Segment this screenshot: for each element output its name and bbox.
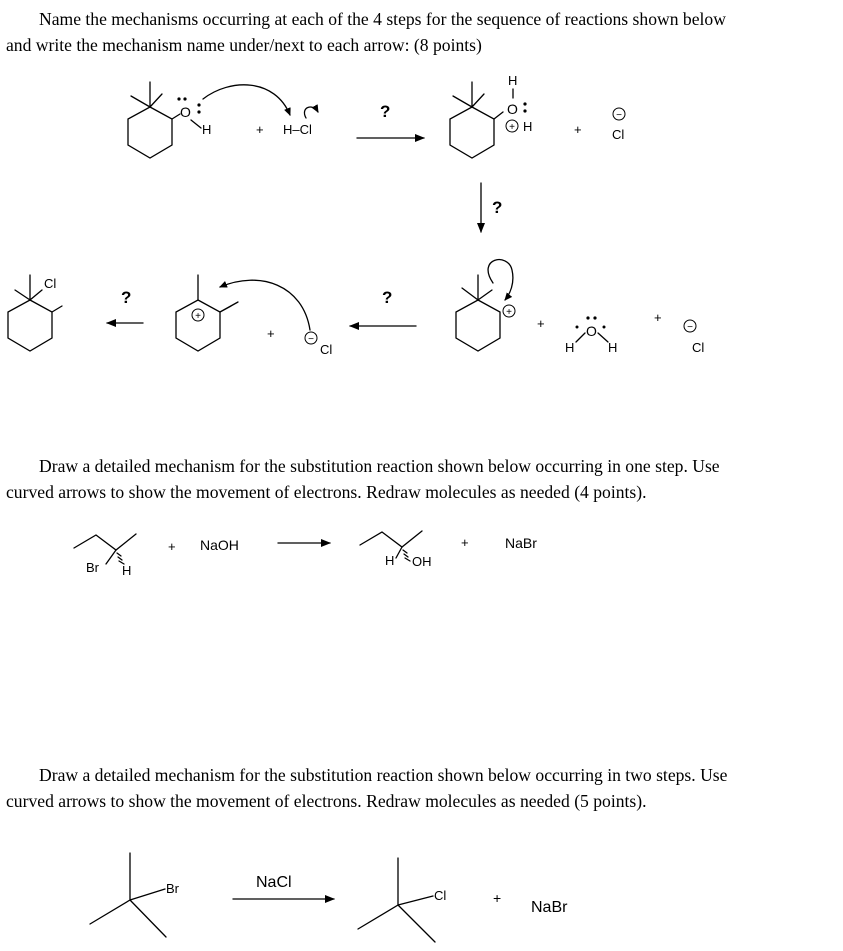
nabr-byproduct: NaBr <box>531 899 568 916</box>
oxonium-hydrogen-top: H <box>508 73 518 88</box>
carbocation-positive-charge: + <box>195 311 201 322</box>
tert-butyl-chloride <box>358 858 446 942</box>
plus-sign: + <box>493 890 502 906</box>
hydroxyl-label: OH <box>412 554 432 569</box>
plus-sign: + <box>574 122 582 137</box>
plus-sign: + <box>168 539 176 554</box>
nacl-reagent: NaCl <box>256 874 292 891</box>
water-hydrogen-left: H <box>565 340 575 355</box>
step-1-unknown: ? <box>380 102 391 121</box>
step-3-unknown: ? <box>382 288 393 307</box>
oxonium-molecule <box>450 73 532 158</box>
question-3-line-1: Draw a detailed mechanism for the substitution reaction shown below occurring in two steps. Use <box>39 765 728 785</box>
chloride-negative-charge: − <box>687 322 693 333</box>
plus-sign: + <box>461 535 469 550</box>
chloride-negative-charge: − <box>616 110 622 121</box>
rearranged-carbocation <box>176 275 238 351</box>
secondary-carbocation <box>456 275 515 351</box>
chloride-ion: Cl <box>320 342 333 357</box>
bromine-label: Br <box>166 881 179 896</box>
question-1-line-1: Name the mechanisms occurring at each of the 4 steps for the sequence of reactions shown below <box>39 9 726 29</box>
step-2-unknown: ? <box>492 198 503 217</box>
curved-arrow-methyl-shift <box>488 260 513 300</box>
plus-sign: + <box>537 316 545 331</box>
chloride-ion: Cl <box>612 127 625 142</box>
oxonium-hydrogen: H <box>523 119 533 134</box>
nabr-byproduct: NaBr <box>505 535 537 551</box>
naoh-reagent: NaOH <box>200 537 239 553</box>
question-1-line-2: and write the mechanism name under/next to each arrow: (8 points) <box>6 35 482 55</box>
chloride-negative-charge: − <box>308 334 314 345</box>
question-2-line-1: Draw a detailed mechanism for the substitution reaction shown below occurring in one step. Use <box>39 456 720 476</box>
alcohol-product <box>360 531 432 569</box>
water-oxygen: O <box>586 323 597 339</box>
hcl-reagent: H–Cl <box>283 122 312 137</box>
alcohol-molecule <box>128 82 211 158</box>
curved-arrow-hcl-bond <box>304 107 318 118</box>
question-2-line-2: curved arrows to show the movement of electrons. Redraw molecules as needed (4 points). <box>6 482 647 502</box>
question-3-line-2: curved arrows to show the movement of electrons. Redraw molecules as needed (5 points). <box>6 791 647 811</box>
bromine-label: Br <box>86 560 99 575</box>
hydrogen-label: H <box>385 553 395 568</box>
curved-arrow-o-to-h <box>203 85 290 115</box>
chloride-ion: Cl <box>692 340 705 355</box>
alcohol-hydrogen: H <box>202 122 212 137</box>
tert-butyl-bromide <box>90 853 180 937</box>
alkyl-chloride-product <box>8 275 62 351</box>
bromoalkane-reactant <box>74 534 136 578</box>
carbocation-positive-charge: + <box>506 307 512 318</box>
water-molecule <box>565 316 617 355</box>
oxonium-oxygen: O <box>507 101 518 117</box>
plus-sign: + <box>267 326 275 341</box>
alcohol-oxygen: O <box>180 104 191 120</box>
oxonium-positive-charge: + <box>509 122 515 133</box>
plus-sign: + <box>654 310 662 325</box>
chlorine-label: Cl <box>44 276 57 291</box>
chlorine-label: Cl <box>434 888 447 903</box>
water-hydrogen-right: H <box>608 340 618 355</box>
plus-sign: + <box>256 122 264 137</box>
hydrogen-label: H <box>122 563 132 578</box>
step-4-unknown: ? <box>121 288 132 307</box>
